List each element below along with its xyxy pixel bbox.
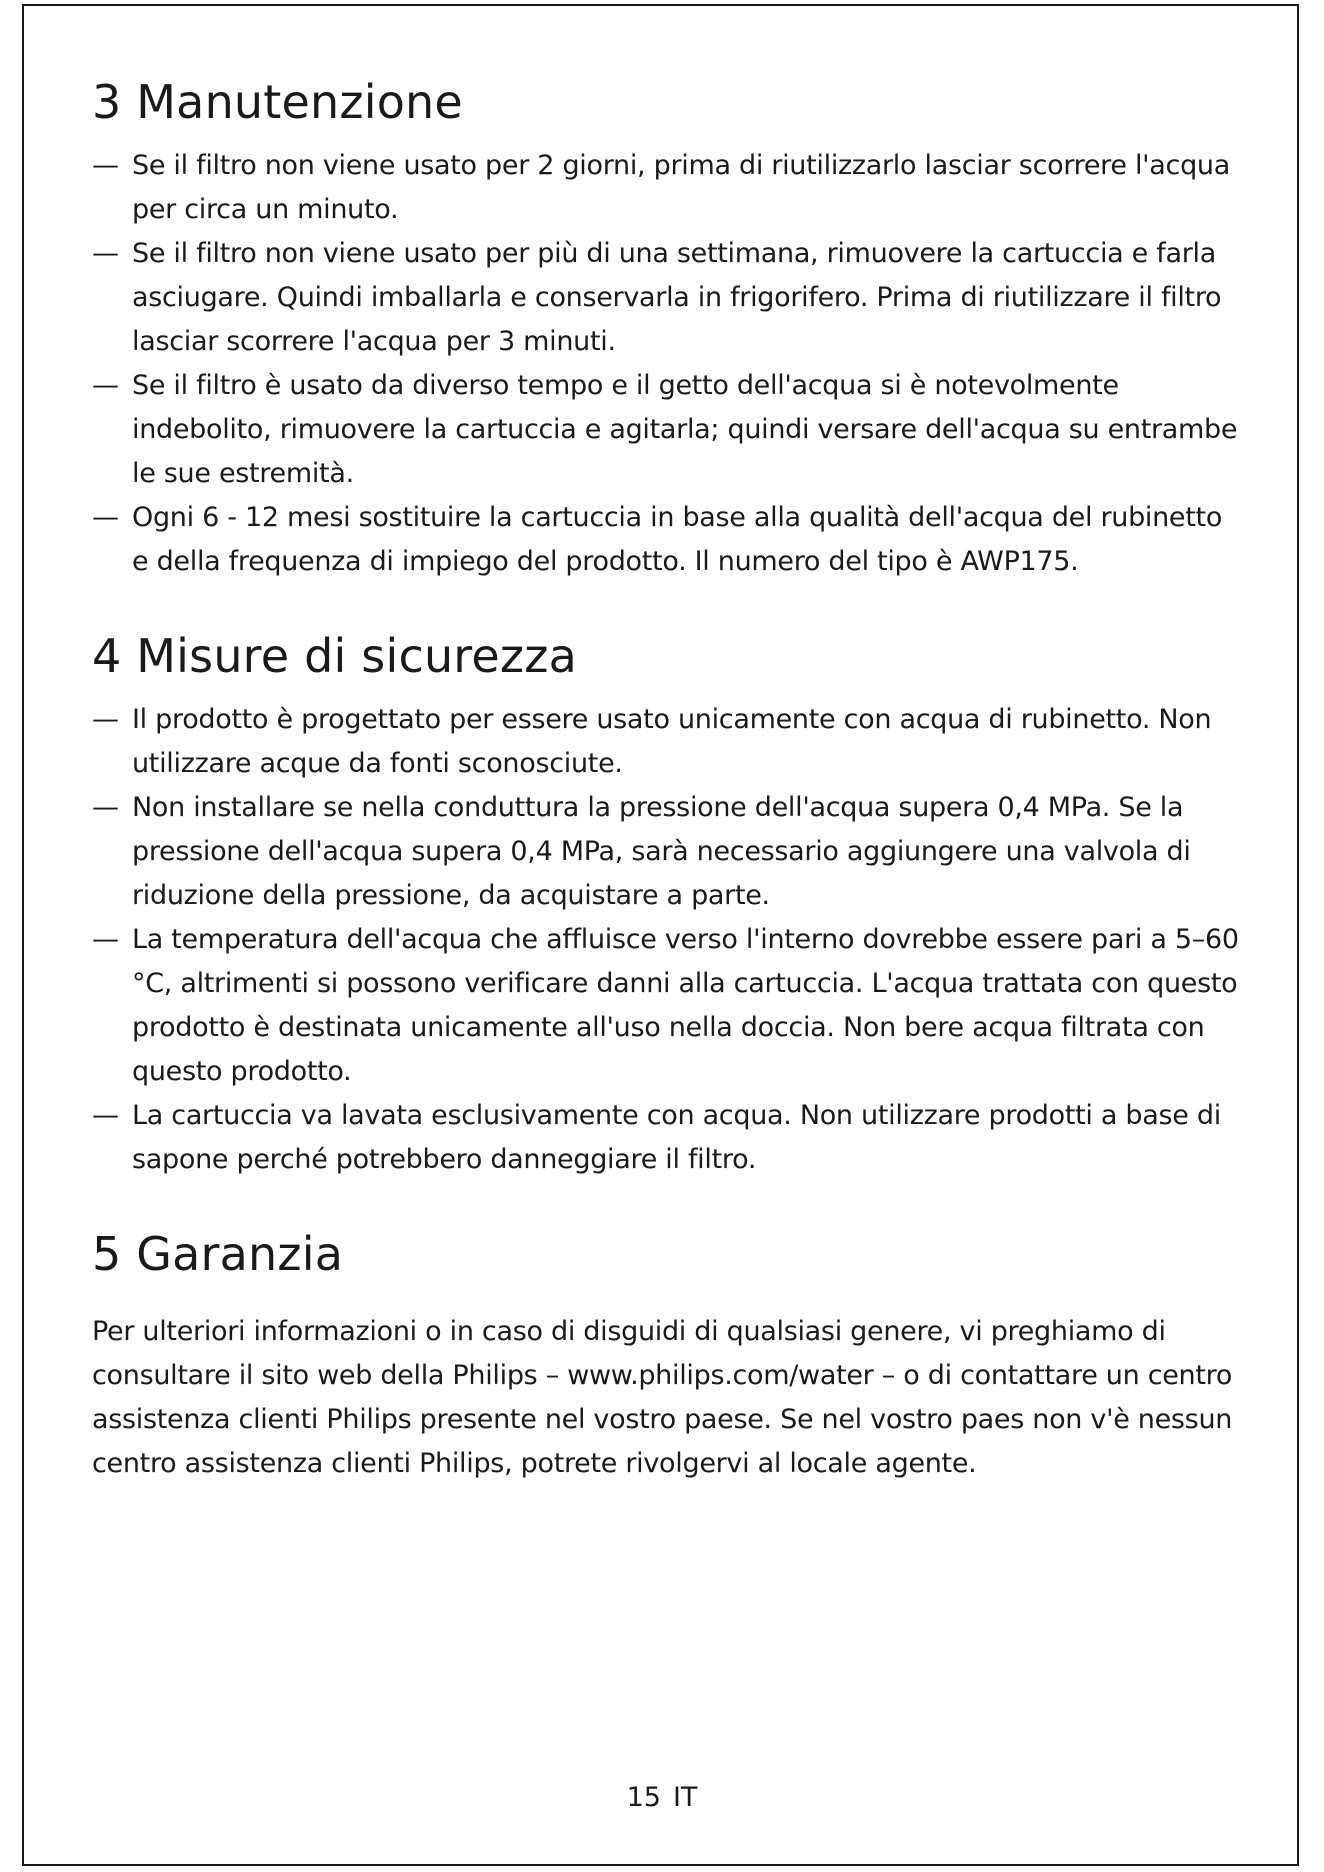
list-item — [92, 786, 1242, 918]
section-misure-di-sicurezza — [92, 616, 1242, 1182]
list-item-text: Se il filtro non viene usato per più di una settimana, rimuovere la cartuccia e farla asciugare. Quindi imballarla e conservarla in frigorifero. Prima di riutilizzare il filtro lasciar scorrere l'acqua per 3 minuti. — [132, 238, 1222, 357]
page-number: 15 — [626, 1782, 661, 1813]
section-manutenzione — [92, 62, 1242, 584]
list-item-text: La temperatura dell'acqua che affluisce verso l'interno dovrebbe essere pari a 5–60 °C, altrimenti si possono verificare danni alla cartuccia. L'acqua trattata con questo prodotto è destinata unicamente all'uso nella doccia. Non bere acqua filtrata con questo prodotto. — [132, 924, 1239, 1087]
page-content — [92, 62, 1242, 1486]
list-item — [92, 918, 1242, 1094]
list-item-text: Se il filtro è usato da diverso tempo e il getto dell'acqua si è notevolmente indebolito, rimuovere la cartuccia e agitarla; quindi versare dell'acqua su entrambe le sue estremità. — [132, 370, 1238, 489]
section-heading: 3 Manutenzione — [92, 75, 463, 129]
list-item-text: Ogni 6 - 12 mesi sostituire la cartuccia in base alla qualità dell'acqua del rubinetto e della frequenza di impiego del prodotto. Il numero del tipo è AWP175. — [132, 502, 1223, 577]
dash-marker: — — [92, 1100, 119, 1131]
list-item — [92, 364, 1242, 496]
list-item — [92, 232, 1242, 364]
list-item-text: Se il filtro non viene usato per 2 giorni, prima di riutilizzarlo lasciar scorrere l'acqua per circa un minuto. — [132, 150, 1230, 225]
list-item — [92, 698, 1242, 786]
bullet-list — [92, 698, 1242, 1182]
warranty-paragraph: Per ulteriori informazioni o in caso di disguidi di qualsiasi genere, vi preghiamo di consultare il sito web della Philips – www.philips.com/water – o di contattare un centro assistenza clienti Philips presente nel vostro paese. Se nel vostro paes non v'è nessun centro assistenza clienti Philips, potrete rivolgervi al locale agente. — [92, 1316, 1233, 1479]
page-footer — [0, 1782, 1324, 1813]
list-item-text: Il prodotto è progettato per essere usato unicamente con acqua di rubinetto. Non utilizzare acque da fonti sconosciute. — [132, 704, 1212, 779]
list-item — [92, 496, 1242, 584]
language-code: IT — [672, 1782, 698, 1813]
dash-marker: — — [92, 502, 119, 533]
dash-marker: — — [92, 792, 119, 823]
dash-marker: — — [92, 924, 119, 955]
bullet-list — [92, 144, 1242, 584]
dash-marker: — — [92, 238, 119, 269]
list-item-text: La cartuccia va lavata esclusivamente con acqua. Non utilizzare prodotti a base di sapone perché potrebbero danneggiare il filtro. — [132, 1100, 1221, 1175]
section-garanzia — [92, 1214, 1242, 1486]
list-item — [92, 1094, 1242, 1182]
dash-marker: — — [92, 370, 119, 401]
list-item — [92, 144, 1242, 232]
section-heading: 5 Garanzia — [92, 1227, 344, 1281]
dash-marker: — — [92, 704, 119, 735]
section-heading: 4 Misure di sicurezza — [92, 629, 577, 683]
dash-marker: — — [92, 150, 119, 181]
list-item-text: Non installare se nella conduttura la pressione dell'acqua supera 0,4 MPa. Se la pressione dell'acqua supera 0,4 MPa, sarà necessario aggiungere una valvola di riduzione della pressione, da acquistare a parte. — [132, 792, 1191, 911]
